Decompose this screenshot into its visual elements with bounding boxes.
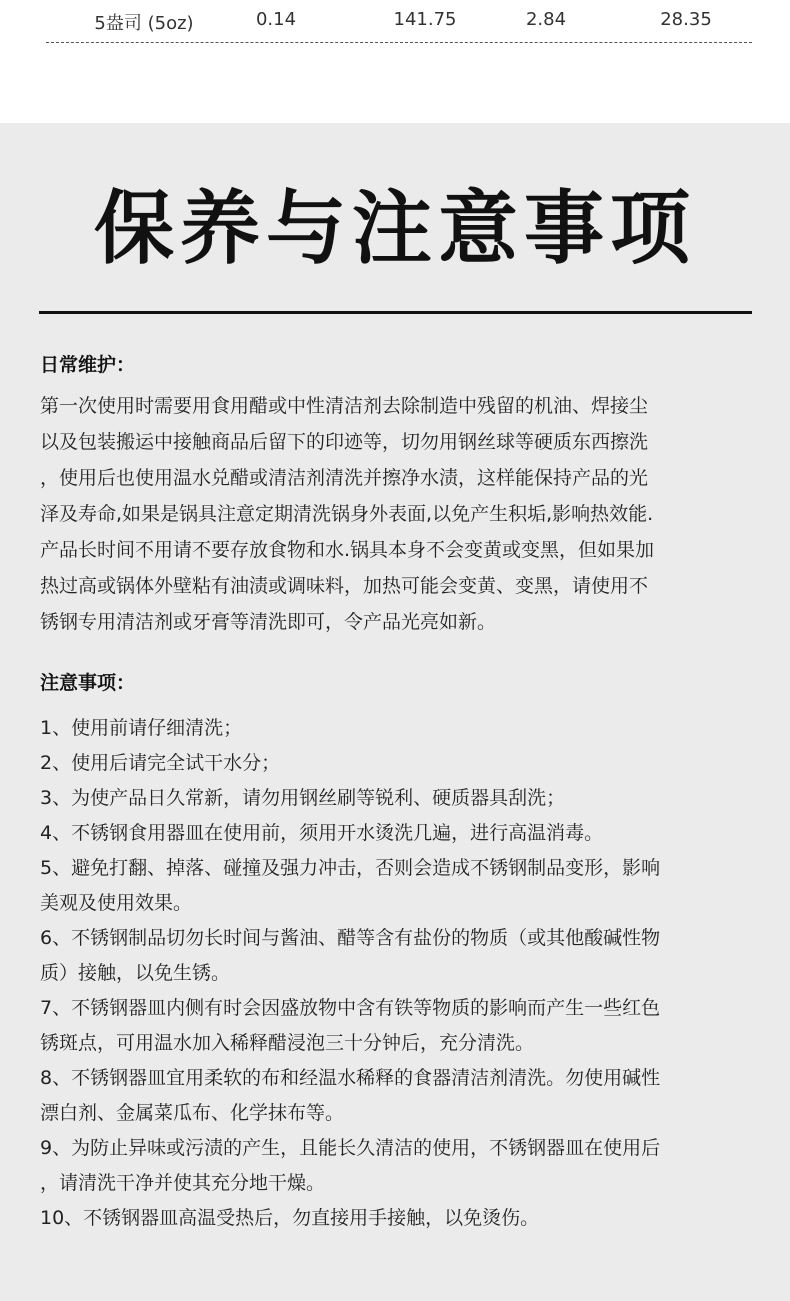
care-section	[0, 123, 790, 1301]
paragraph-line: ，使用后也使用温水兑醋或清洁剂清洗并擦净水渍，这样能保持产品的光	[40, 467, 649, 489]
list-item: 4、不锈钢食用器皿在使用前，须用开水烫洗几遍，进行高温消毒。	[40, 822, 604, 844]
list-item: 美观及使用效果。	[40, 892, 193, 914]
conversion-table-fragment	[0, 0, 790, 123]
list-item: 9、为防止异味或污渍的产生，且能长久清洁的使用，不锈钢器皿在使用后	[40, 1137, 661, 1159]
daily-maintenance-text	[40, 388, 752, 640]
list-item: 7、不锈钢器皿内侧有时会因盛放物中含有铁等物质的影响而产生一些红色	[40, 997, 661, 1019]
table-cell-value-3: 2.84	[525, 9, 567, 30]
table-cell-value-2: 141.75	[393, 9, 457, 30]
list-item: 漂白剂、金属菜瓜布、化学抹布等。	[40, 1102, 345, 1124]
list-item: ，请清洗干净并使其充分地干燥。	[40, 1172, 326, 1194]
paragraph-line: 以及包装搬运中接触商品后留下的印迹等，切勿用钢丝球等硬质东西擦洗	[40, 431, 649, 453]
title-divider	[39, 311, 752, 314]
list-item: 5、避免打翻、掉落、碰撞及强力冲击，否则会造成不锈钢制品变形，影响	[40, 857, 661, 879]
list-item: 2、使用后请完全试干水分；	[40, 752, 281, 774]
list-item: 质）接触，以免生锈。	[40, 962, 231, 984]
precautions-list	[40, 711, 752, 1236]
paragraph-line: 第一次使用时需要用食用醋或中性清洁剂去除制造中残留的机油、焊接尘	[40, 395, 649, 417]
list-item: 3、为使产品日久常新，请勿用钢丝刷等锐利、硬质器具刮洗；	[40, 787, 566, 809]
paragraph-line: 产品长时间不用请不要存放食物和水.锅具本身不会变黄或变黑，但如果加	[40, 539, 655, 561]
daily-maintenance-heading: 日常维护：	[40, 354, 136, 376]
precautions-heading: 注意事项：	[40, 672, 136, 694]
list-item: 锈斑点，可用温水加入稀释醋浸泡三十分钟后，充分清洗。	[40, 1032, 535, 1054]
section-title: 保养与注意事项	[94, 182, 696, 275]
list-item: 10、不锈钢器皿高温受热后，勿直接用手接触，以免烫伤。	[40, 1207, 540, 1229]
list-item: 1、使用前请仔细清洗；	[40, 717, 243, 739]
paragraph-line: 锈钢专用清洁剂或牙膏等清洗即可，令产品光亮如新。	[40, 611, 497, 633]
list-item: 8、不锈钢器皿宜用柔软的布和经温水稀释的食器清洁剂清洗。勿使用碱性	[40, 1067, 661, 1089]
table-cell-value-1: 0.14	[255, 9, 297, 30]
table-row	[46, 0, 752, 43]
paragraph-line: 泽及寿命,如果是锅具注意定期清洗锅身外表面,以免产生积垢,影响热效能.	[40, 503, 654, 525]
table-cell-value-4: 28.35	[660, 9, 712, 30]
list-item: 6、不锈钢制品切勿长时间与酱油、醋等含有盐份的物质（或其他酸碱性物	[40, 927, 661, 949]
table-cell-weight: 5盎司 (5oz)	[94, 13, 194, 34]
paragraph-line: 热过高或锅体外壁粘有油渍或调味料，加热可能会变黄、变黑，请使用不	[40, 575, 649, 597]
